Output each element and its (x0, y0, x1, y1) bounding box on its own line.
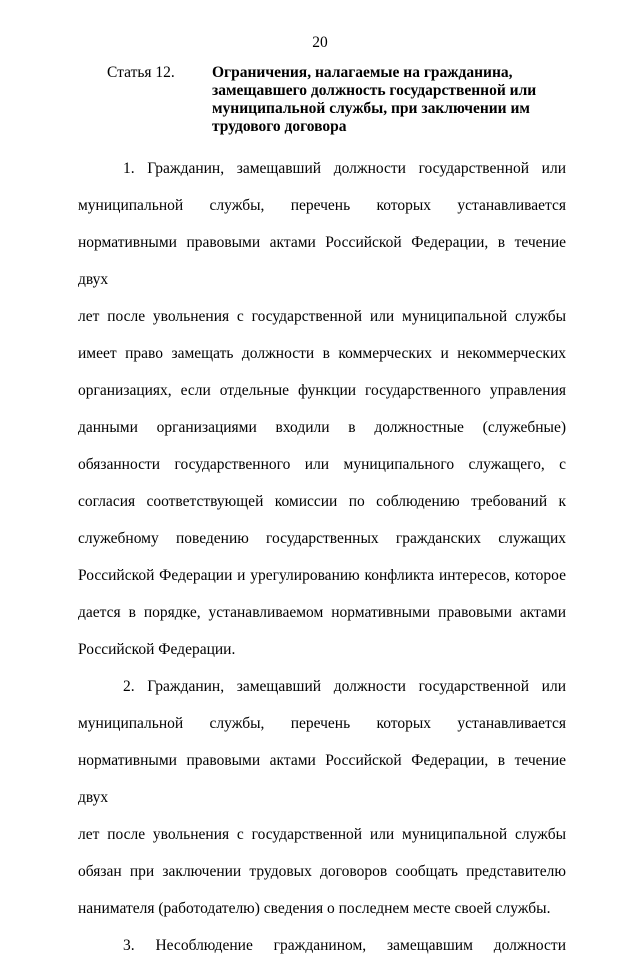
paragraph-3 (78, 927, 566, 964)
text-line: обязан при заключении трудовых договоров сообщать представителю (78, 863, 566, 880)
text-line: данными организациями входили в должностные (служебные) (78, 419, 566, 436)
text-line: нормативными правовыми актами Российской Федерации, в течение двух (78, 752, 566, 806)
text-line: 3. Несоблюдение гражданином, замещавшим должности (123, 937, 566, 954)
text-line: муниципальной службы, перечень которых устанавливается (78, 715, 566, 732)
text-line: служебному поведению государственных гражданских служащих (78, 530, 566, 547)
article-title-line: трудового договора (212, 118, 347, 135)
text-line: Российской Федерации и урегулированию конфликта интересов, которое (78, 567, 566, 584)
text-line: 2. Гражданин, замещавший должности государственной или (123, 678, 566, 695)
text-line: обязанности государственного или муниципального служащего, с (78, 456, 566, 473)
page-number: 20 (312, 34, 328, 51)
paragraph-1 (78, 150, 566, 668)
article-title-line: муниципальной службы, при заключении им (212, 100, 530, 117)
text-line: организациях, если отдельные функции государственного управления (78, 382, 566, 399)
article-label: Статья 12. (107, 64, 175, 81)
text-line: лет после увольнения с государственной или муниципальной службы (78, 308, 566, 325)
text-line: 1. Гражданин, замещавший должности государственной или (123, 160, 566, 177)
text-line: муниципальной службы, перечень которых устанавливается (78, 197, 566, 214)
text-line: нанимателя (работодателю) сведения о последнем месте своей службы. (78, 900, 551, 917)
paragraph-2 (78, 668, 566, 927)
text-line: имеет право замещать должности в коммерческих и некоммерческих (78, 345, 566, 362)
article-title-line: Ограничения, налагаемые на гражданина, (212, 64, 513, 81)
article-title-line: замещавшего должность государственной или (212, 82, 537, 99)
text-line: согласия соответствующей комиссии по соблюдению требований к (78, 493, 566, 510)
text-line: нормативными правовыми актами Российской Федерации, в течение двух (78, 234, 566, 288)
article-body (78, 150, 566, 964)
article-title (212, 64, 577, 136)
text-line: лет после увольнения с государственной или муниципальной службы (78, 826, 566, 843)
text-line: Российской Федерации. (78, 641, 236, 658)
text-line: дается в порядке, устанавливаемом нормативными правовыми актами (78, 604, 566, 621)
